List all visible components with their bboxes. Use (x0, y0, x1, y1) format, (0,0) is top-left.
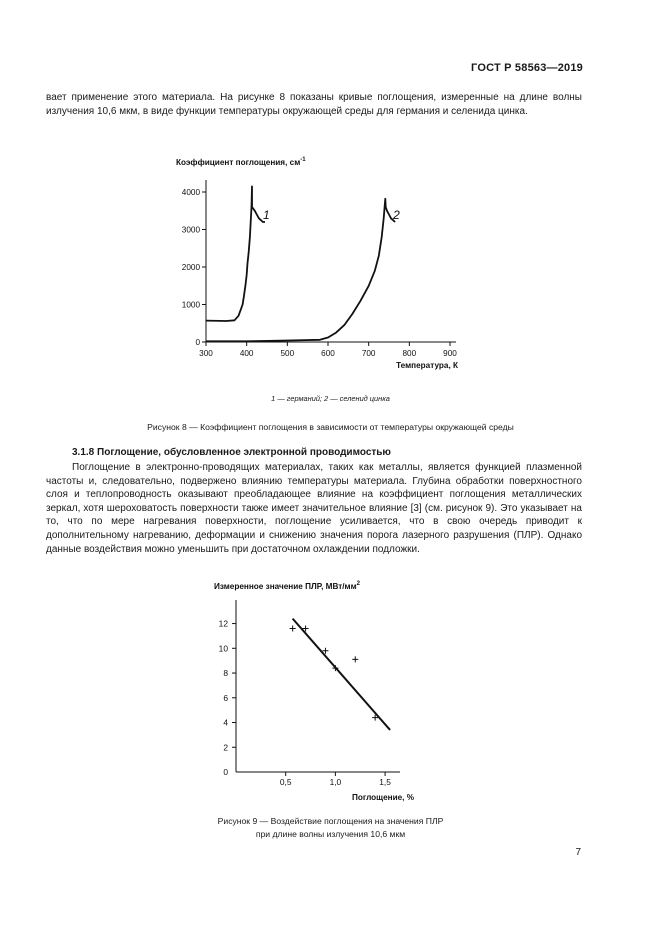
origin-label: 0 (223, 767, 228, 777)
x-tick-label: 700 (361, 349, 376, 358)
y-axis-label: Измеренное значение ПЛР, МВт/$мм^2$ (214, 581, 360, 591)
y-tick-label: 4000 (181, 188, 200, 197)
y-tick-label: 3000 (181, 225, 200, 235)
y-tick-label: 8 (223, 668, 228, 679)
figure-8-caption: Рисунок 8 — Коэффициент поглощения в зависимости от температуры окружающей среды (147, 422, 514, 432)
figure-8-chart (150, 145, 480, 380)
x-tick-label: 900 (443, 349, 457, 358)
y-tick-label: 1000 (181, 300, 200, 310)
x-axis-label: Температура, К (396, 361, 458, 370)
figure-9-chart (200, 575, 440, 805)
document-header: ГОСТ Р 58563—2019 (471, 62, 583, 74)
y-tick-label: 10 (218, 643, 228, 654)
figure-9-axes (214, 581, 415, 802)
intro-paragraph (46, 91, 582, 118)
x-axis-label: Поглощение, % (351, 793, 414, 802)
x-tick-label: 800 (402, 349, 417, 358)
series-1-label: 1 (262, 208, 270, 222)
x-tick-label: 600 (321, 349, 335, 358)
y-tick-label: 2000 (181, 263, 200, 272)
series-2-label: 2 (393, 208, 400, 222)
figure-8-axes (176, 157, 459, 370)
x-tick-label: 1,5 (379, 777, 391, 787)
y-tick-label: 2 (223, 742, 228, 753)
y-axis-label: Коэффициент поглощения, $см^{-1}$ (176, 157, 306, 167)
figure-8-series (206, 186, 400, 341)
figure-9-caption-line2: при длине волны излучения 10,6 мкм (255, 829, 406, 839)
series-1-line (206, 186, 265, 321)
x-tick-label: 1,0 (329, 777, 342, 787)
x-tick-label: 0,5 (279, 777, 292, 787)
y-tick-label: 4 (223, 717, 228, 728)
trend-line (293, 619, 390, 730)
section-body (46, 461, 582, 556)
section-body-text: Поглощение в электронно-проводящих материалах, таких как металлы, является функцией плазменной частоты и, следовательно, подвержено влиянию температуры материала. Глубина обработки поверхностного слоя и теплопроводность оказывают преобладающее влияние на коэффициент поглощения металлических зеркал, хотя шероховатость поверхности также имеет значительное влияние [3] (см. рисунок 9). Это указывает на то, что по мере нагревания поверхности, поглощение усиливается, что в свою очередь приводит к дополнительному нагреванию, деформации и снижению значения порога лазерного разрушения (ПЛР). Однако данные воздействия можно уменьшить при достаточном охлаждении подложки. (46, 462, 582, 555)
data-point-marker (352, 656, 358, 662)
section-heading: 3.1.8 Поглощение, обусловленное электронной проводимостью (72, 447, 391, 458)
data-point-marker (290, 626, 296, 632)
page-number: 7 (575, 847, 581, 858)
y-tick-label: 6 (223, 692, 228, 703)
x-tick-label: 300 (199, 349, 213, 358)
y-tick-label: 0 (195, 338, 200, 347)
x-tick-label: 500 (280, 349, 295, 358)
x-tick-label: 400 (239, 349, 254, 358)
y-tick-label: 12 (218, 618, 228, 629)
figure-9-caption-line1: Рисунок 9 — Воздействие поглощения на значения ПЛР (217, 816, 444, 826)
figure-8-legend: 1 — германий; 2 — селенид цинка (271, 394, 390, 403)
intro-text: вает применение этого материала. На рисунке 8 показаны кривые поглощения, измеренные на длине волны излучения 10,6 мкм, в виде функции температуры окружающей среды для германия и селенида цинка. (46, 92, 582, 117)
figure-9-series (290, 619, 390, 730)
